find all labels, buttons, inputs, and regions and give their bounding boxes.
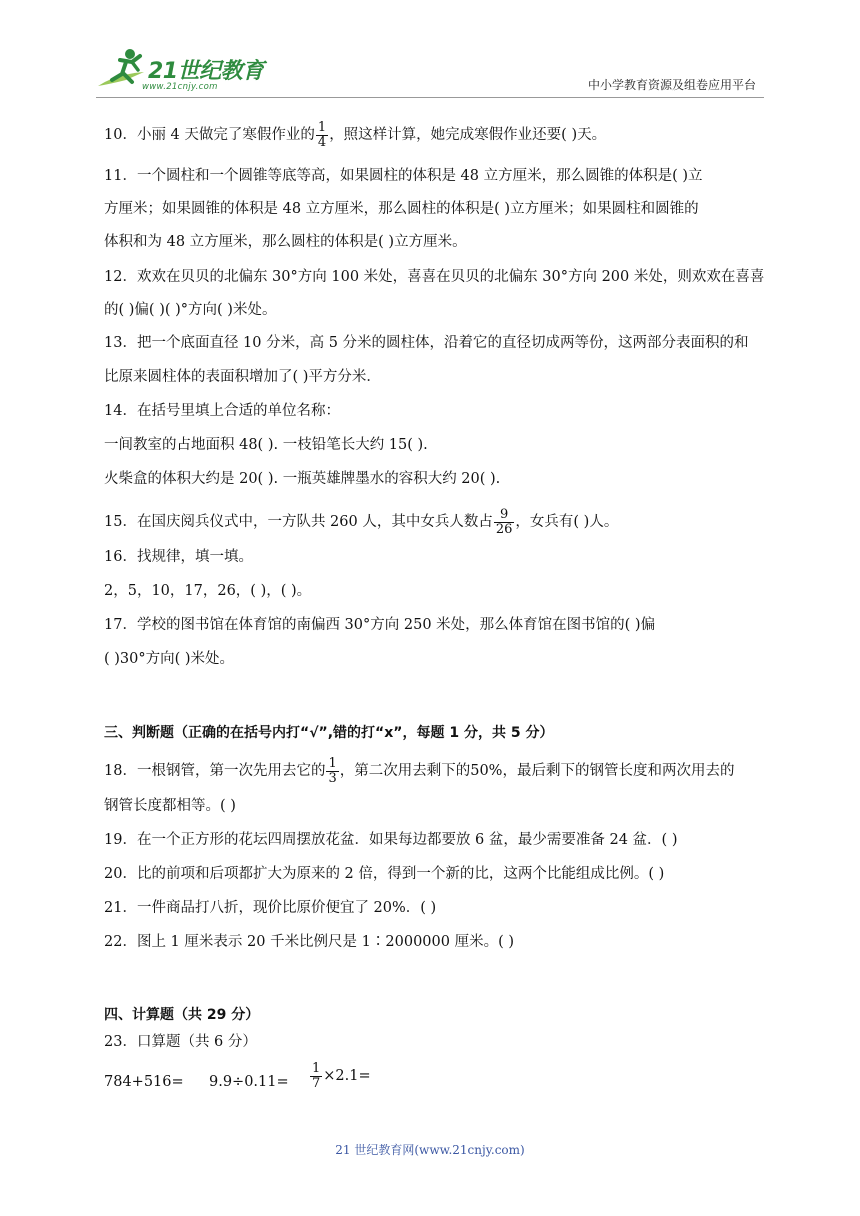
question-10: 10．小丽 4 天做完了寒假作业的 $\frac{1}{4}$ ，照这样计算，她完成寒假作业还要( )天。: [104, 120, 607, 150]
page-header: [0, 0, 860, 100]
header-divider: [96, 97, 764, 98]
question-13-line-1: 13．把一个底面直径 10 分米，高 5 分米的圆柱体，沿着它的直径切成两等份，这两部分表面积的和: [104, 335, 749, 351]
question-20: 20．比的前项和后项都扩大为原来的 2 倍，得到一个新的比，这两个比能组成比例。( ): [104, 866, 665, 882]
platform-label: 中小学教育资源及组卷应用平台: [587, 78, 756, 92]
logo-text: 21世纪教育: [148, 59, 264, 84]
question-12-line-1: 12．欢欢在贝贝的北偏东 30°方向 100 米处，喜喜在贝贝的北偏东 30°方向 200 米处，则欢欢在喜喜: [104, 269, 765, 285]
question-19: 19．在一个正方形的花坛四周摆放花盆．如果每边都要放 6 盆，最少需要准备 24 盆．( ): [104, 832, 678, 848]
question-12-line-2: 的( )偏( )( )°方向( )米处。: [104, 302, 277, 318]
question-16-line-1: 16．找规律，填一填。: [104, 549, 253, 565]
logo: [96, 46, 266, 96]
expression-1: 784+516=: [104, 1074, 184, 1090]
question-16-line-2: 2，5，10，17，26，( )，( )。: [104, 583, 312, 599]
fraction: $\frac{1}{7}$: [312, 1061, 321, 1091]
fraction: $\frac{9}{26}$: [495, 507, 513, 537]
question-14-line-2: 一间教室的占地面积 48( ). 一枝铅笔长大约 15( ).: [104, 437, 428, 453]
question-23-label: 23．口算题（共 6 分）: [104, 1034, 257, 1050]
question-17-line-1: 17．学校的图书馆在体育馆的南偏西 30°方向 250 米处，那么体育馆在图书馆的( )偏: [104, 617, 656, 633]
fraction: $\frac{1}{4}$: [317, 120, 327, 150]
question-11-line-1: 11．一个圆柱和一个圆锥等底等高，如果圆柱的体积是 48 立方厘米，那么圆锥的体积是( )立: [104, 168, 703, 184]
question-14-line-3: 火柴盒的体积大约是 20( ). 一瓶英雄牌墨水的容积大约 20( ).: [104, 471, 501, 487]
question-18-line-2: 钢管长度都相等。( ): [104, 798, 236, 814]
expression-2: 9.9÷0.11=: [209, 1074, 289, 1090]
question-11-line-2: 方厘米；如果圆锥的体积是 48 立方厘米，那么圆柱的体积是( )立方厘米；如果圆柱和圆锥的: [104, 201, 699, 217]
question-13-line-2: 比原来圆柱体的表面积增加了( )平方分米．: [104, 369, 381, 385]
fraction: $\frac{1}{3}$: [328, 756, 337, 786]
section-4-title: 四、计算题（共 29 分）: [104, 1007, 260, 1023]
question-17-line-2: ( )30°方向( )米处。: [104, 651, 235, 667]
section-3-title: 三、判断题（正确的在括号内打“√”,错的打“x”，每题 1 分，共 5 分）: [104, 725, 554, 741]
expression-3: $\frac{1}{7}$ ×2.1=: [312, 1061, 371, 1091]
question-22: 22．图上 1 厘米表示 20 千米比例尺是 1∶2000000 厘米。( ): [104, 934, 515, 950]
question-15: 15．在国庆阅兵仪式中，一方队共 260 人，其中女兵人数占 $\frac{9}{26}$ ，女兵有( )人。: [104, 507, 619, 537]
question-11-line-3: 体积和为 48 立方厘米，那么圆柱的体积是( )立方厘米。: [104, 234, 467, 250]
question-14-line-1: 14．在括号里填上合适的单位名称：: [104, 403, 340, 419]
question-21: 21．一件商品打八折，现价比原价便宜了 20%．( ): [104, 900, 437, 916]
logo-url: www.21cnjy.com: [142, 82, 218, 92]
question-18-line-1: 18．一根钢管，第一次先用去它的 $\frac{1}{3}$ ，第二次用去剩下的50%，最后剩下的钢管长度和两次用去的: [104, 756, 735, 786]
footer: 21 世纪教育网(www.21cnjy.com): [335, 1143, 525, 1157]
